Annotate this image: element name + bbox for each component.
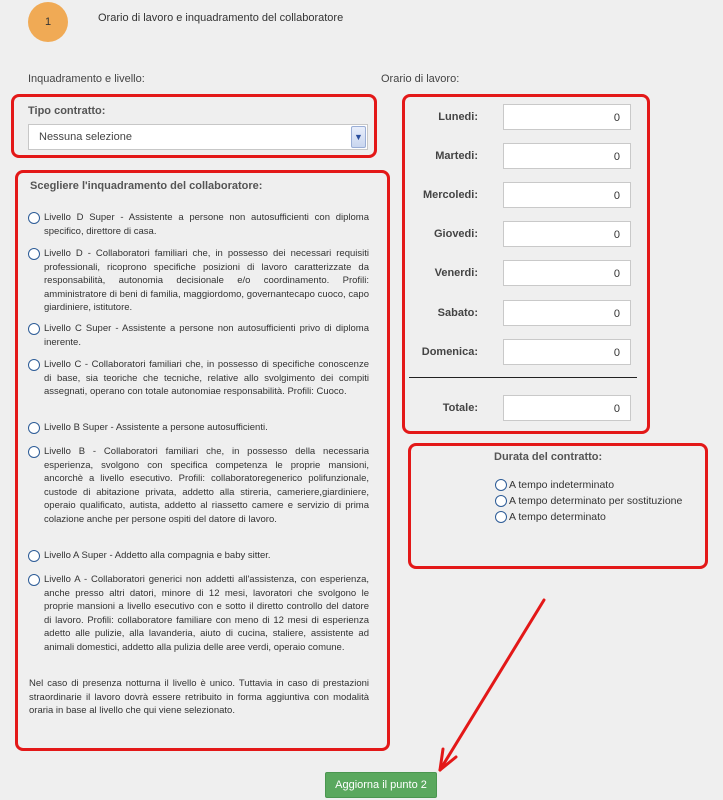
radio-button[interactable] <box>495 511 507 523</box>
level-text: Livello B Super - Assistente a persone autosufficienti. <box>44 422 268 433</box>
level-option-d[interactable] <box>28 247 369 315</box>
night-presence-note: Nel caso di presenza notturna il livello è unico. Tuttavia in caso di prestazioni straordinarie il lavoro dovrà essere retribuito in forma aggiuntiva con modalità oraria in base al livello che qui viene selezionato. <box>29 678 369 717</box>
update-step-2-button[interactable]: Aggiorna il punto 2 <box>325 772 437 798</box>
duration-option-indefinite[interactable] <box>495 479 614 491</box>
level-option-c-super[interactable] <box>28 322 369 349</box>
levels-title: Scegliere l'inquadramento del collaboratore: <box>30 180 263 192</box>
day-label-saturday: Sabato: <box>437 307 478 319</box>
duration-option-substitution[interactable] <box>495 495 682 507</box>
day-label-thursday: Giovedi: <box>433 228 478 240</box>
duration-option-label: A tempo determinato per sostituzione <box>509 495 683 507</box>
step-number: 1 <box>44 16 52 28</box>
day-input-friday[interactable]: 0 <box>503 260 631 286</box>
duration-option-label: A tempo indeterminato <box>509 479 615 491</box>
radio-button[interactable] <box>28 323 40 335</box>
day-input-saturday[interactable]: 0 <box>503 300 631 326</box>
level-text: Livello D Super - Assistente a persone non autosufficienti con diploma specifico, direttore di casa. <box>44 212 369 237</box>
duration-option-fixed-term[interactable] <box>495 511 606 523</box>
radio-button[interactable] <box>28 248 40 260</box>
classification-section-label: Inquadramento e livello: <box>28 73 145 85</box>
level-option-d-super[interactable] <box>28 211 369 238</box>
step-badge <box>28 2 68 42</box>
level-text: Livello C Super - Assistente a persone non autosufficienti privo di diploma inerente. <box>44 323 369 348</box>
level-option-a-super[interactable] <box>28 549 369 563</box>
level-option-b-super[interactable] <box>28 421 369 435</box>
total-label: Totale: <box>442 402 478 414</box>
radio-button[interactable] <box>28 359 40 371</box>
radio-button[interactable] <box>495 479 507 491</box>
level-text: Livello B - Collaboratori familiari che, in possesso della necessaria esperienza, svolgono con specifica competenza le proprie mansioni, ancorchè a livello esecutivo. Profili: collaboratoregenerico polifunzionale, custode di abitazione privata, addetto alla stireria, cameriere,giardiniere, operaio qualificato, autista, addetto al riassetto camere e servizio di prima colazione anche per persone ospiti del datore di lavoro. <box>44 446 369 525</box>
contract-type-select[interactable] <box>28 124 368 150</box>
duration-option-label: A tempo determinato <box>509 511 606 523</box>
day-label-wednesday: Mercoledi: <box>422 189 478 201</box>
level-text: Livello D - Collaboratori familiari che, in possesso dei necessari requisiti professionali, ricoprono specifiche posizioni di lavoro caratterizzate da responsabilità, autonomia decisionale e/o coordinamento. Profili: amministratore di beni di familia, maggiordomo, governantecapo cuoco, capo giardiniere, istitutore. <box>44 248 369 314</box>
radio-button[interactable] <box>28 574 40 586</box>
chevron-down-icon[interactable]: ▼ <box>351 126 366 148</box>
day-label-monday: Lunedi: <box>438 111 478 123</box>
level-option-c[interactable] <box>28 358 369 399</box>
radio-button[interactable] <box>28 446 40 458</box>
total-divider <box>409 377 637 378</box>
contract-type-value: Nessuna selezione <box>39 131 132 143</box>
day-input-sunday[interactable]: 0 <box>503 339 631 365</box>
duration-title: Durata del contratto: <box>494 451 603 463</box>
contract-type-label: Tipo contratto: <box>28 105 106 117</box>
radio-button[interactable] <box>495 495 507 507</box>
level-option-b[interactable] <box>28 445 369 527</box>
day-label-sunday: Domenica: <box>421 346 478 358</box>
level-text: Livello C - Collaboratori familiari che, in possesso di specifiche conoscenze di base, sia teoriche che tecniche, relative allo svolgimento dei compiti assegnati, operano con totale autonomiae responsabilità. Profili: Cuoco. <box>44 359 369 398</box>
schedule-section-label: Orario di lavoro: <box>381 73 460 85</box>
radio-button[interactable] <box>28 422 40 434</box>
day-input-tuesday[interactable]: 0 <box>503 143 631 169</box>
day-label-tuesday: Martedi: <box>435 150 478 162</box>
radio-button[interactable] <box>28 212 40 224</box>
radio-button[interactable] <box>28 550 40 562</box>
day-input-wednesday[interactable]: 0 <box>503 182 631 208</box>
total-input: 0 <box>503 395 631 421</box>
level-text: Livello A - Collaboratori generici non addetti all'assistenza, con esperienza, anche presso altri datori, minore di 12 mesi, lavoratori che svolgono le proprie mansioni a livello esecutivo con e sotto il diretto controllo del datore di lavoro. Profili: collaboratore familiare con meno di 12 mesi di esperienza adetto alle pulizie, alla lavanderia, aiuto di cucina, staliere, assistente ad animali domestici, addetto alla pulizia delle aree verdi, operaio comune. <box>44 574 369 653</box>
level-option-a[interactable] <box>28 573 369 655</box>
level-text: Livello A Super - Addetto alla compagnia e baby sitter. <box>44 550 271 561</box>
day-label-friday: Venerdi: <box>434 267 478 279</box>
day-input-thursday[interactable]: 0 <box>503 221 631 247</box>
step-title: Orario di lavoro e inquadramento del collaboratore <box>98 12 344 24</box>
day-input-monday[interactable]: 0 <box>503 104 631 130</box>
